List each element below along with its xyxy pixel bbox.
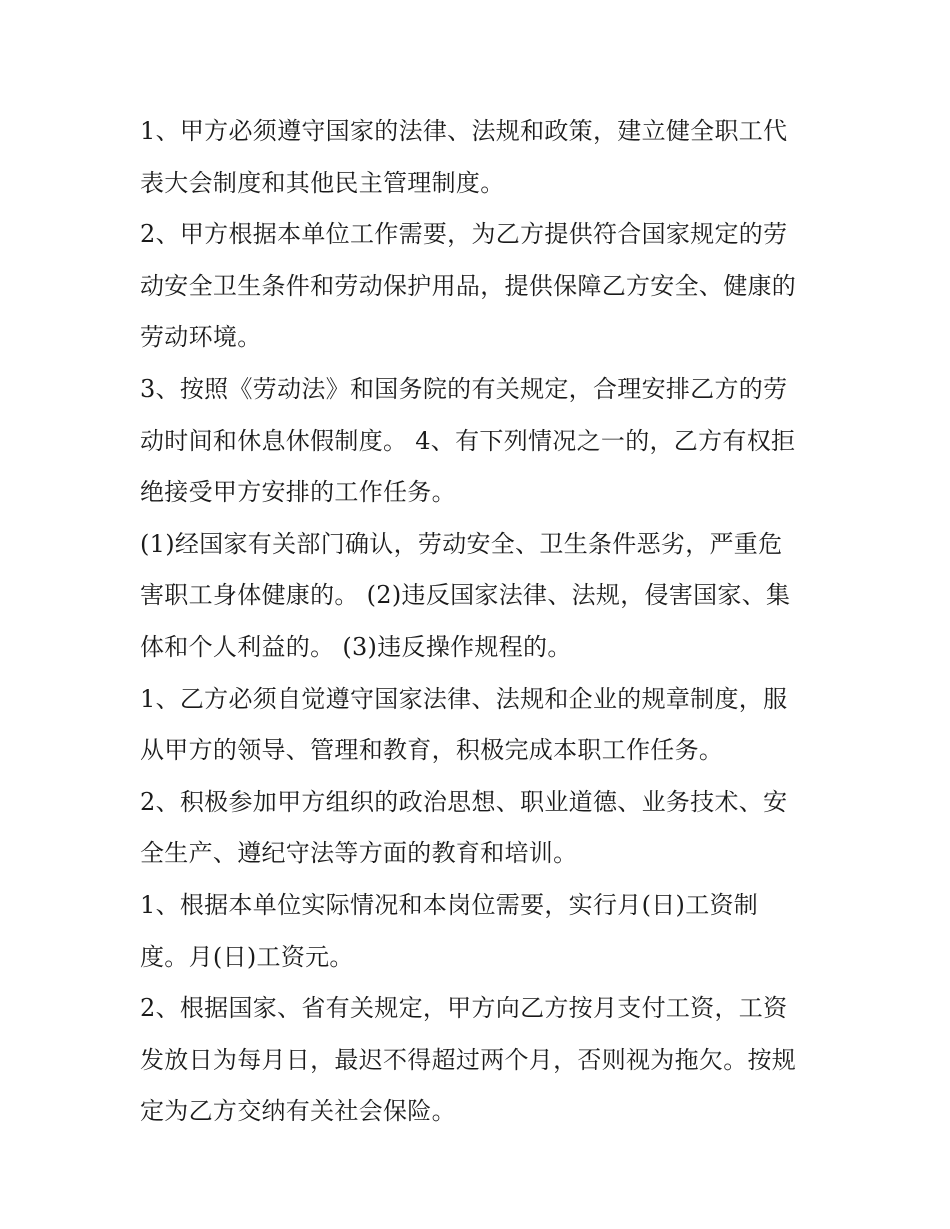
text-line: 害职工身体健康的。 (2)违反国家法律、法规，侵害国家、集 bbox=[140, 581, 791, 610]
paragraph-refusal-conditions bbox=[140, 519, 820, 674]
text-line: 1、乙方必须自觉遵守国家法律、法规和企业的规章制度，服 bbox=[140, 684, 788, 713]
text-line: 表大会制度和其他民主管理制度。 bbox=[140, 168, 505, 197]
text-line: (1)经国家有关部门确认，劳动安全、卫生条件恶劣，严重危 bbox=[140, 529, 783, 558]
text-line: 绝接受甲方安排的工作任务。 bbox=[140, 478, 456, 507]
paragraph-employee-obligation-rules bbox=[140, 674, 820, 777]
text-line: 2、根据国家、省有关规定，甲方向乙方按月支付工资，工资 bbox=[140, 994, 788, 1023]
text-line: 3、按照《劳动法》和国务院的有关规定，合理安排乙方的劳 bbox=[140, 374, 788, 403]
document-body bbox=[140, 106, 820, 1138]
text-line: 发放日为每月日，最迟不得超过两个月，否则视为拖欠。按规 bbox=[140, 1045, 797, 1074]
text-line: 劳动环境。 bbox=[140, 323, 262, 352]
text-line: 动安全卫生条件和劳动保护用品，提供保障乙方安全、健康的 bbox=[140, 271, 797, 300]
paragraph-employer-obligation-law bbox=[140, 106, 820, 209]
paragraph-wage-payment bbox=[140, 983, 820, 1138]
paragraph-employer-obligation-safety bbox=[140, 209, 820, 364]
text-line: 度。月(日)工资元。 bbox=[140, 942, 354, 971]
text-line: 2、甲方根据本单位工作需要，为乙方提供符合国家规定的劳 bbox=[140, 220, 788, 249]
text-line: 2、积极参加甲方组织的政治思想、职业道德、业务技术、安 bbox=[140, 787, 788, 816]
text-line: 1、甲方必须遵守国家的法律、法规和政策，建立健全职工代 bbox=[140, 117, 788, 145]
text-line: 体和个人利益的。 (3)违反操作规程的。 bbox=[140, 632, 572, 661]
text-line: 动时间和休息休假制度。 4、有下列情况之一的，乙方有权拒 bbox=[140, 426, 796, 455]
paragraph-wage-system bbox=[140, 880, 820, 983]
text-line: 从甲方的领导、管理和教育，积极完成本职工作任务。 bbox=[140, 736, 724, 765]
text-line: 定为乙方交纳有关社会保险。 bbox=[140, 1097, 456, 1126]
paragraph-employee-training bbox=[140, 777, 820, 880]
text-line: 全生产、遵纪守法等方面的教育和培训。 bbox=[140, 839, 578, 868]
paragraph-working-hours bbox=[140, 364, 820, 519]
text-line: 1、根据本单位实际情况和本岗位需要，实行月(日)工资制 bbox=[140, 890, 759, 919]
